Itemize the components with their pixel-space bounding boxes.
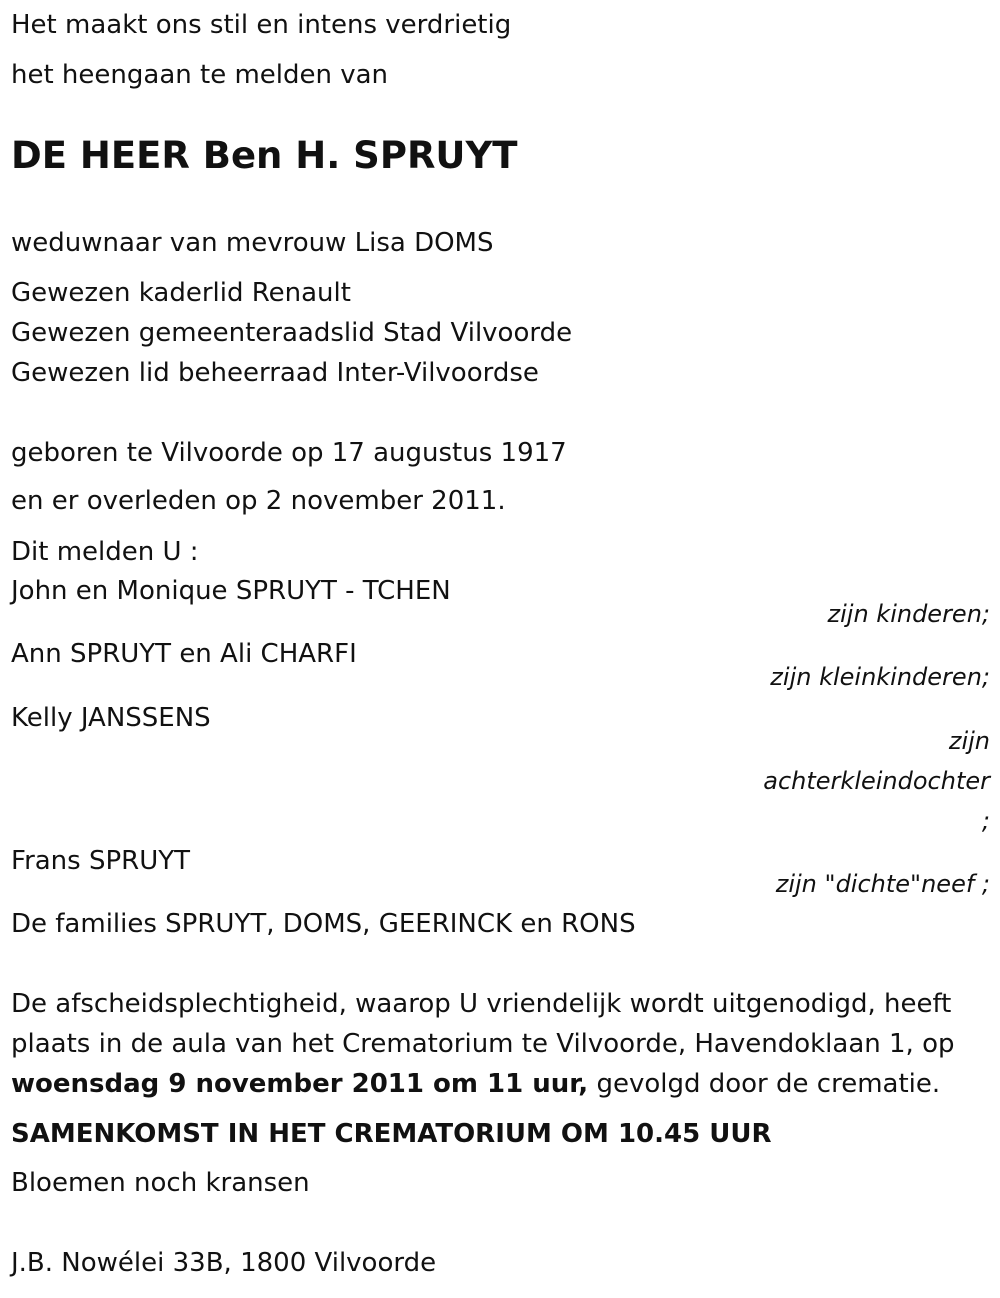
families-line: De families SPRUYT, DOMS, GEERINCK en RONS — [11, 909, 636, 939]
role-line: Gewezen lid beheerraad Inter-Vilvoordse — [11, 358, 539, 388]
flowers-line: Bloemen noch kransen — [11, 1168, 310, 1198]
announcer-relation: achterkleindochter — [763, 767, 990, 795]
ceremony-line — [11, 1068, 940, 1100]
announcer-relation: zijn kinderen; — [827, 600, 990, 628]
widower-line: weduwnaar van mevrouw Lisa DOMS — [11, 228, 494, 258]
gathering-line: SAMENKOMST IN HET CREMATORIUM OM 10.45 UUR — [11, 1119, 772, 1149]
announcer-relation: ; — [981, 807, 990, 835]
announcers-heading: Dit melden U : — [11, 537, 199, 567]
announcer-names: Kelly JANSSENS — [11, 703, 211, 733]
role-line: Gewezen gemeenteraadslid Stad Vilvoorde — [11, 318, 573, 348]
address-line: J.B. Nowélei 33B, 1800 Vilvoorde — [11, 1248, 437, 1278]
announcer-relation: zijn — [948, 727, 990, 755]
ceremony-followup: gevolgd door de crematie. — [588, 1069, 941, 1099]
ceremony-line: De afscheidsplechtigheid, waarop U vriendelijk wordt uitgenodigd, heeft — [11, 989, 952, 1019]
ceremony-date: woensdag 9 november 2011 om 11 uur, — [11, 1069, 589, 1099]
announcer-names: Ann SPRUYT en Ali CHARFI — [11, 639, 357, 669]
intro-line-1: Het maakt ons stil en intens verdrietig — [11, 10, 512, 40]
death-line: en er overleden op 2 november 2011. — [11, 486, 506, 516]
ceremony-line: plaats in de aula van het Crematorium te Vilvoorde, Havendoklaan 1, op — [11, 1029, 955, 1059]
birth-line: geboren te Vilvoorde op 17 augustus 1917 — [11, 438, 567, 468]
role-line: Gewezen kaderlid Renault — [11, 278, 351, 308]
deceased-name: DE HEER Ben H. SPRUYT — [11, 134, 518, 177]
announcer-names: John en Monique SPRUYT - TCHEN — [11, 576, 451, 606]
announcer-relation: zijn kleinkinderen; — [770, 663, 990, 691]
announcer-names: Frans SPRUYT — [11, 846, 191, 876]
announcer-relation: zijn "dichte"neef ; — [775, 870, 990, 898]
intro-line-2: het heengaan te melden van — [11, 60, 389, 90]
